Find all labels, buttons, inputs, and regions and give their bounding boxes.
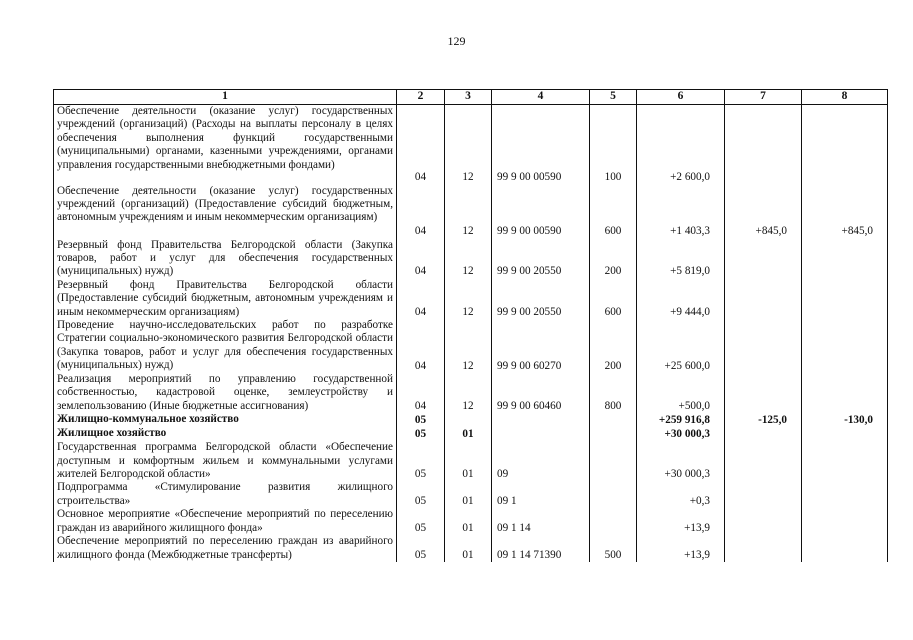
row-section: 04 [397,185,445,239]
budget-table [53,89,888,562]
row-amount-year2 [725,508,802,535]
row-subsection: 12 [445,279,492,319]
row-name: Резервный фонд Правительства Белгородской области (Закупка товаров, работ и услуг для обеспечения государственных (муниципальных) нужд) [54,239,397,279]
header-col-4: 4 [492,90,590,105]
row-expense-type: 200 [590,319,637,373]
row-expense-type: 100 [590,105,637,185]
row-target-article: 09 1 [492,481,590,508]
table-row [54,373,888,413]
row-name: Жилищное хозяйство [54,427,397,441]
row-amount: +259 916,8 [637,413,725,427]
row-amount-year3 [802,508,888,535]
row-amount-year3 [802,105,888,185]
row-target-article: 99 9 00 20550 [492,239,590,279]
row-amount-year2 [725,279,802,319]
row-expense-type: 500 [590,535,637,562]
row-amount-year2: +845,0 [725,185,802,239]
row-amount-year2 [725,427,802,441]
row-amount-year3 [802,441,888,481]
row-amount-year3: +845,0 [802,185,888,239]
row-target-article: 99 9 00 60460 [492,373,590,413]
row-amount: +2 600,0 [637,105,725,185]
row-amount-year2 [725,481,802,508]
table-row [54,535,888,562]
row-amount: +30 000,3 [637,441,725,481]
row-section: 04 [397,373,445,413]
row-subsection [445,413,492,427]
table-row [54,481,888,508]
row-target-article [492,413,590,427]
row-expense-type [590,481,637,508]
row-section: 05 [397,427,445,441]
row-expense-type [590,441,637,481]
header-col-7: 7 [725,90,802,105]
row-subsection: 12 [445,105,492,185]
row-amount: +5 819,0 [637,239,725,279]
row-expense-type [590,413,637,427]
row-section: 05 [397,508,445,535]
row-section: 04 [397,239,445,279]
row-amount-year3 [802,481,888,508]
row-amount: +9 444,0 [637,279,725,319]
row-name: Подпрограмма «Стимулирование развития жилищного строительства» [54,481,397,508]
row-section: 04 [397,105,445,185]
row-amount: +0,3 [637,481,725,508]
row-amount-year2: -125,0 [725,413,802,427]
row-subsection: 12 [445,185,492,239]
row-amount: +13,9 [637,508,725,535]
header-col-3: 3 [445,90,492,105]
row-amount-year2 [725,105,802,185]
row-target-article: 99 9 00 60270 [492,319,590,373]
row-amount: +25 600,0 [637,319,725,373]
row-name: Государственная программа Белгородской области «Обеспечение доступным и комфортным жильем и коммунальными услугами жителей Белгородской области» [54,441,397,481]
row-section: 04 [397,319,445,373]
row-amount-year2 [725,319,802,373]
header-col-1: 1 [54,90,397,105]
row-target-article: 99 9 00 00590 [492,105,590,185]
row-amount: +500,0 [637,373,725,413]
row-target-article: 99 9 00 20550 [492,279,590,319]
row-amount-year3 [802,319,888,373]
header-col-5: 5 [590,90,637,105]
row-section: 05 [397,413,445,427]
row-expense-type: 200 [590,239,637,279]
row-expense-type: 800 [590,373,637,413]
header-col-2: 2 [397,90,445,105]
table-row [54,427,888,441]
row-subsection: 01 [445,441,492,481]
row-amount-year3 [802,373,888,413]
row-amount-year2 [725,441,802,481]
row-name: Обеспечение деятельности (оказание услуг) государственных учреждений (организаций) (Расходы на выплаты персоналу в целях обеспечения выполнения функций государственными (муниципальными) органами, казенными учреждениями, органами управления государственными внебюджетными фондами) [54,105,397,185]
row-name: Основное мероприятие «Обеспечение мероприятий по переселению граждан из аварийного жилищного фонда» [54,508,397,535]
row-amount-year3 [802,239,888,279]
row-amount: +1 403,3 [637,185,725,239]
row-subsection: 12 [445,319,492,373]
row-target-article [492,427,590,441]
row-expense-type: 600 [590,279,637,319]
row-name: Проведение научно-исследовательских работ по разработке Стратегии социально-экономического развития Белгородской области (Закупка товаров, работ и услуг для обеспечения государственных (муниципальных) нужд) [54,319,397,373]
row-subsection: 12 [445,239,492,279]
row-subsection: 01 [445,508,492,535]
header-col-8: 8 [802,90,888,105]
page-number: 129 [447,34,466,48]
row-subsection: 12 [445,373,492,413]
row-subsection: 01 [445,427,492,441]
row-name: Реализация мероприятий по управлению государственной собственностью, кадастровой оценке, землеустройству и землепользованию (Иные бюджетные ассигнования) [54,373,397,413]
row-target-article: 09 [492,441,590,481]
row-section: 04 [397,279,445,319]
row-amount: +30 000,3 [637,427,725,441]
table-row [54,239,888,279]
row-name: Обеспечение деятельности (оказание услуг) государственных учреждений (организаций) (Предоставление субсидий бюджетным, автономным учреждениям и иным некоммерческим организациям) [54,185,397,239]
row-target-article: 09 1 14 [492,508,590,535]
row-amount-year3: -130,0 [802,413,888,427]
row-section: 05 [397,535,445,562]
row-expense-type [590,427,637,441]
row-target-article: 99 9 00 00590 [492,185,590,239]
table-header-row [54,90,888,105]
row-name: Резервный фонд Правительства Белгородской области (Предоставление субсидий бюджетным, автономным учреждениям и иным некоммерческим организациям) [54,279,397,319]
table-row [54,441,888,481]
row-subsection: 01 [445,481,492,508]
row-name: Жилищно-коммунальное хозяйство [54,413,397,427]
table-row [54,413,888,427]
table-row [54,508,888,535]
row-expense-type [590,508,637,535]
row-subsection: 01 [445,535,492,562]
table-row [54,185,888,239]
row-amount-year3 [802,279,888,319]
row-amount-year3 [802,535,888,562]
row-amount-year2 [725,373,802,413]
row-section: 05 [397,441,445,481]
table-row [54,105,888,185]
row-amount-year2 [725,239,802,279]
row-amount-year3 [802,427,888,441]
row-target-article: 09 1 14 71390 [492,535,590,562]
row-section: 05 [397,481,445,508]
table-row [54,319,888,373]
header-col-6: 6 [637,90,725,105]
row-amount: +13,9 [637,535,725,562]
row-amount-year2 [725,535,802,562]
row-name: Обеспечение мероприятий по переселению граждан из аварийного жилищного фонда (Межбюджетные трансферты) [54,535,397,562]
row-expense-type: 600 [590,185,637,239]
table-row [54,279,888,319]
